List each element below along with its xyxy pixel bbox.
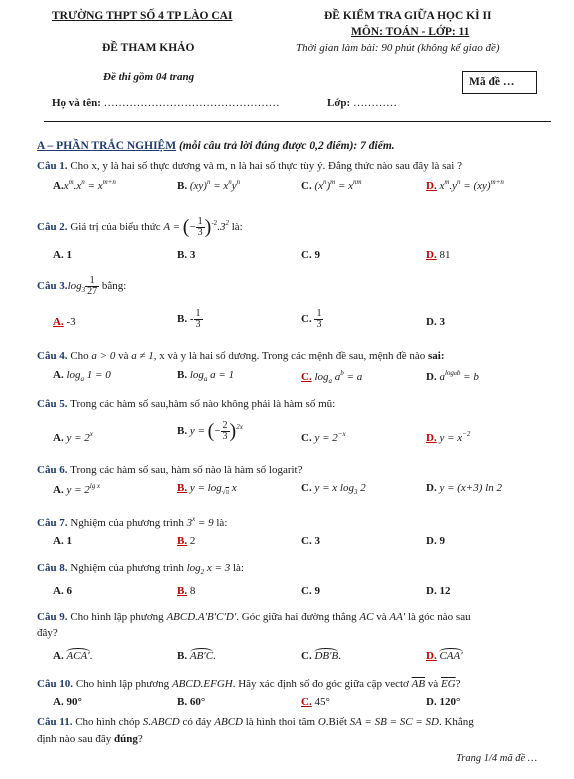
question-number: Câu 5. xyxy=(37,398,68,410)
question-text-mid: . Góc giữa hai đường thẳng xyxy=(236,611,357,623)
question-text-mid: là hình thoi tâm xyxy=(245,716,316,728)
option-text: A. 1 xyxy=(53,249,72,261)
option-letter: C. xyxy=(301,432,312,444)
option-letter: B. xyxy=(177,482,188,494)
option-letter: B. xyxy=(177,535,188,547)
option-text: D. 12 xyxy=(426,585,451,597)
q10-option-d[interactable] xyxy=(426,696,460,708)
option-letter: C. xyxy=(301,696,312,708)
section-a-title: A – PHẦN TRẮC NGHIỆM xyxy=(37,140,177,152)
school-name: TRƯỜNG THPT SỐ 4 TP LÀO CAI xyxy=(52,10,233,22)
question-tail: là: xyxy=(230,562,244,574)
option-text: D. 9 xyxy=(426,535,445,547)
q4-option-d[interactable]: D. $a^{logab} = b$ xyxy=(426,369,479,383)
question-text-mid: . Hãy xác định số đo góc giữa cặp vectơ xyxy=(232,678,409,690)
q9-option-a[interactable]: A. ACA′. xyxy=(53,650,93,662)
time-note: Thời gian làm bài: 90 phút (không kể giao đề) xyxy=(296,42,500,54)
exam-code-box xyxy=(462,71,537,94)
student-name-row xyxy=(52,97,280,109)
page-footer: Trang 1/4 mã đề … xyxy=(456,753,538,764)
q10-option-b[interactable] xyxy=(177,696,205,708)
option-letter: D. xyxy=(426,180,437,192)
question-number: Câu 3. xyxy=(37,280,68,293)
option-text: C. xyxy=(301,313,312,326)
section-a-heading xyxy=(37,140,395,152)
question-number: Câu 11. xyxy=(37,716,73,728)
question-11: Câu 11. Cho hình chóp S.ABCD có đáy ABCD là hình thoi tâm O.Biết SA = SB = SC = SD. Khẳng xyxy=(37,716,474,728)
question-number: Câu 6. xyxy=(37,464,68,476)
option-letter: B. xyxy=(177,650,188,662)
class-row xyxy=(327,97,397,109)
question-text: định nào sau đây xyxy=(37,733,112,745)
option-letter: B. xyxy=(177,369,188,381)
q2-option-a[interactable] xyxy=(53,249,72,261)
option-text: C. 9 xyxy=(301,249,320,261)
q6-option-b[interactable]: B. $y = \log_{√\pi} x$ xyxy=(177,482,237,496)
header-divider xyxy=(44,121,551,122)
question-text-mid: có đáy xyxy=(182,716,212,728)
option-letter: D. xyxy=(426,432,437,444)
question-tail: bằng: xyxy=(99,280,127,293)
q7-option-c[interactable] xyxy=(301,535,320,547)
q5-option-b[interactable]: B. y = (− $\frac{2}{3}$ )$^{2x}$ xyxy=(177,420,243,442)
question-8: Câu 8. Nghiệm của phương trình $\log_2 x = 3$ là: xyxy=(37,562,244,576)
option-letter: D. xyxy=(426,249,437,261)
option-letter: B. xyxy=(177,180,188,192)
question-number: Câu 8. xyxy=(37,562,68,574)
question-10: Câu 10. Cho hình lập phương ABCD.EFGH. Hãy xác định số đo góc giữa cặp vectơ $\overline{AB}$ và $\overline{EG}$? xyxy=(37,678,461,690)
question-tail: . Khẳng xyxy=(438,716,474,728)
option-text: A. 6 xyxy=(53,585,72,597)
question-number: Câu 7. xyxy=(37,517,68,529)
q3-option-d[interactable] xyxy=(426,316,445,328)
option-letter: A. xyxy=(53,316,64,328)
exam-title: ĐỀ KIỂM TRA GIỮA HỌC KÌ II xyxy=(324,10,492,22)
question-text: Giá trị của biểu thức xyxy=(67,221,161,234)
question-text-mid: và xyxy=(376,611,387,623)
q6-option-a[interactable]: A. $y = 2^{lg x}$ xyxy=(53,482,101,496)
question-number: Câu 10. xyxy=(37,678,74,690)
q9-option-c[interactable]: C. DB′B. xyxy=(301,650,341,662)
exam-code-label: Mã đề … xyxy=(469,76,515,88)
q8-option-d[interactable] xyxy=(426,585,450,597)
q4-option-a[interactable]: A. $\log_a 1 = 0$ xyxy=(53,369,111,383)
option-letter: B. xyxy=(177,585,188,597)
option-letter: D. xyxy=(426,650,437,662)
question-number: Câu 9. xyxy=(37,611,68,623)
question-text: ? xyxy=(137,733,143,745)
q8-option-a[interactable] xyxy=(53,585,72,597)
q8-option-c[interactable] xyxy=(301,585,320,597)
option-letter: A. xyxy=(53,180,64,192)
reference-label: ĐỀ THAM KHẢO xyxy=(102,42,195,54)
q7-option-b[interactable]: B. 2 xyxy=(177,535,196,547)
question-text: Cho xyxy=(67,350,89,362)
option-letter: B. xyxy=(177,425,188,438)
option-letter: A. xyxy=(53,650,64,662)
q2-option-b[interactable] xyxy=(177,249,195,261)
option-text: D. 120° xyxy=(426,696,461,708)
question-4: Câu 4. Cho a > 0 và a ≠ 1, x và y là hai số dương. Trong các mệnh đề sau, mệnh đề nào sai: xyxy=(37,350,445,362)
q10-option-c[interactable]: C. 45° xyxy=(301,696,330,708)
option-letter: C. xyxy=(301,180,312,192)
question-number: Câu 4. xyxy=(37,350,68,362)
option-letter: C. xyxy=(301,482,312,494)
q6-option-d[interactable]: D. y = (x+3) ln 2 xyxy=(426,482,502,494)
q7-option-d[interactable] xyxy=(426,535,445,547)
question-5 xyxy=(37,398,335,410)
q1-option-d[interactable]: D. $x^m.y^n = (xy)^{m+n}$ xyxy=(426,178,504,192)
section-a-note: (mỗi câu trả lời đúng được 0,2 điểm): 7 điểm. xyxy=(176,140,395,152)
class-field[interactable]: ………… xyxy=(350,97,397,109)
q8-option-b[interactable]: B. 8 xyxy=(177,585,196,597)
option-text: C. 9 xyxy=(301,585,320,597)
question-number: Câu 2. xyxy=(37,221,68,234)
class-label: Lớp: xyxy=(327,97,351,109)
question-text: Cho hình lập phương xyxy=(73,678,170,690)
option-text: B. - xyxy=(177,313,194,326)
option-text: A. 1 xyxy=(53,535,72,547)
question-text-mid: .Biết xyxy=(325,716,347,728)
q3-option-a[interactable]: A. -3 xyxy=(53,316,76,328)
name-field[interactable]: ………………………………………… xyxy=(100,97,280,109)
question-9: Câu 9. Cho hình lập phương ABCD.A′B′C′D′. Góc giữa hai đường thẳng AC và AA′ là góc nào sau xyxy=(37,611,471,623)
option-letter: A. xyxy=(53,484,64,496)
option-letter: C. xyxy=(301,650,312,662)
option-letter: D. xyxy=(426,482,437,494)
q2-option-d[interactable]: D. 81 xyxy=(426,249,451,261)
q5-option-a[interactable]: A. $y = 2^x$ xyxy=(53,430,93,444)
question-emphasis: đúng xyxy=(113,733,138,745)
question-text: Cho hình lập phương xyxy=(67,611,164,623)
question-1 xyxy=(37,160,462,172)
q1-option-a[interactable]: $A.x^m.x^n = x^{m+n}$ xyxy=(53,178,116,192)
option-text: B. 60° xyxy=(177,696,206,708)
question-11-line2 xyxy=(37,733,143,745)
q5-option-c[interactable]: C. $y = 2^{-x}$ xyxy=(301,430,346,444)
option-text: A. 90° xyxy=(53,696,82,708)
option-letter: D. xyxy=(426,371,437,383)
question-2: Câu 2. Giá trị của biểu thức A = (− $\frac{1}{3}$ )$^{-2}.3^2$ là: xyxy=(37,216,243,238)
question-text-mid: và xyxy=(115,350,129,362)
q5-option-d[interactable]: D. $y = x^{-2}$ xyxy=(426,430,471,444)
question-emphasis: sai: xyxy=(427,350,445,362)
option-text: D. 3 xyxy=(426,316,445,328)
q4-option-b[interactable]: B. $\log_a a = 1$ xyxy=(177,369,235,383)
question-text: Cho hình chóp xyxy=(72,716,140,728)
question-6 xyxy=(37,464,303,476)
question-text: Nghiệm của phương trình xyxy=(67,562,184,574)
name-label: Họ và tên: xyxy=(52,97,101,109)
question-7: Câu 7. Nghiệm của phương trình $3^x = 9$ là: xyxy=(37,515,228,529)
question-tail: ? xyxy=(455,678,461,690)
question-3: Câu $3.\log_3$ $\frac{1}{27}$ bằng: xyxy=(37,275,127,297)
question-text: Trong các hàm số sau,hàm số nào không phải là hàm số mũ: xyxy=(67,398,336,410)
question-tail: là: xyxy=(213,517,228,529)
q6-option-c[interactable]: C. y = x $\log_3 2$ xyxy=(301,482,366,496)
option-text: C. 3 xyxy=(301,535,320,547)
question-tail: là góc nào sau xyxy=(407,611,471,623)
question-tail: là: xyxy=(228,221,243,234)
option-letter: A. xyxy=(53,369,64,381)
subject-label: MÔN: TOÁN - LỚP: 11 xyxy=(351,26,470,38)
question-text: Nghiệm của phương trình xyxy=(67,517,184,529)
option-letter: A. xyxy=(53,432,64,444)
question-tail: , x và y là hai số dương. Trong các mệnh đề sau, mệnh đề nào xyxy=(153,350,426,362)
q2-option-c[interactable] xyxy=(301,249,320,261)
q9-option-b[interactable]: B. AB′C. xyxy=(177,650,216,662)
q1-option-b[interactable]: B. $(xy)^n = x^ny^n$ xyxy=(177,178,241,192)
option-letter: C. xyxy=(301,371,312,383)
q4-option-c[interactable]: C. $\log_a a^b = a$ xyxy=(301,369,363,385)
q1-option-c[interactable]: C. $(x^n)^m = x^{nm}$ xyxy=(301,178,362,192)
q10-option-a[interactable] xyxy=(53,696,82,708)
question-number: Câu 1. xyxy=(37,160,68,172)
q9-option-d[interactable]: D. CAA′ xyxy=(426,650,463,662)
question-text: Cho x, y là hai số thực dương và m, n là hai số thực tùy ý. Đẳng thức nào sau đây là sai ? xyxy=(67,160,462,172)
question-text: Trong các hàm số sau, hàm số nào là hàm số logarit? xyxy=(67,464,303,476)
option-text: B. 3 xyxy=(177,249,196,261)
pages-note: Đề thi gồm 04 trang xyxy=(103,71,195,83)
q3-option-c[interactable]: C. $\frac{1}{3}$ xyxy=(301,308,322,330)
q7-option-a[interactable] xyxy=(53,535,72,547)
q3-option-b[interactable]: B. - $\frac{1}{3}$ xyxy=(177,308,201,330)
question-text-mid: và xyxy=(427,678,439,690)
question-9-line2: đây? xyxy=(37,627,58,639)
